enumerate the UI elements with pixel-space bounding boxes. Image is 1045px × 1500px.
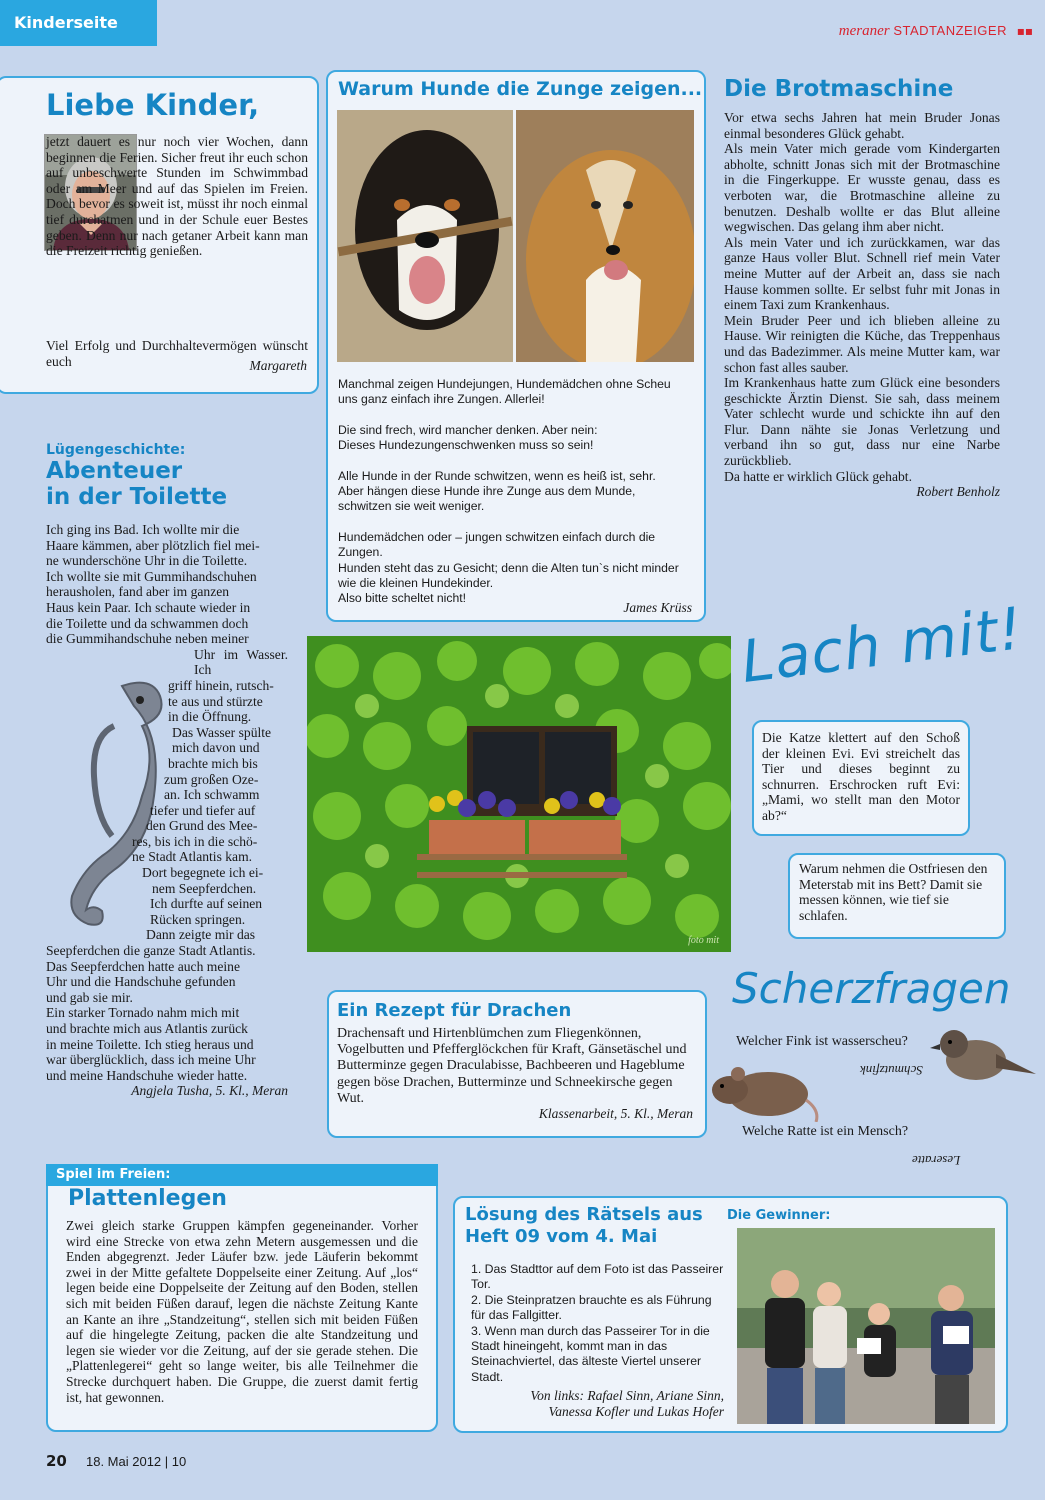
solution-caption-2: Vanessa Kofler und Lukas Hofer: [548, 1404, 724, 1419]
toilet-line: griff hinein, rutsch-: [168, 677, 274, 693]
dogs-poem: [338, 377, 698, 607]
brand-logo: [839, 22, 1033, 40]
solution-title-line2: Heft 09 vom 4. Mai: [465, 1226, 658, 1247]
toilet-line: die Gummihandschuhe neben meiner: [46, 631, 249, 647]
bread-paragraph: Da hatte er wirklich Glück gehabt.: [724, 468, 912, 484]
bernese-dog-image: [337, 110, 513, 362]
toilet-line: te aus und stürzte: [168, 693, 263, 709]
toilet-line: an. Ich schwamm: [164, 787, 260, 803]
dogs-title: Warum Hunde die Zunge zeigen...: [338, 78, 703, 100]
section-tab-label: Kinderseite: [14, 13, 118, 32]
bread-body: [724, 110, 1000, 484]
recipe-title: Ein Rezept für Drachen: [337, 1000, 572, 1021]
joke-box-2: [788, 853, 1006, 939]
recipe-text: Drachensaft und Hirtenblümchen zum Fliegenkönnen, Vogelbutten und Pfefferglöckchen für Kraft, Gänsetäschel und Butterminze gegen Draculabisse, Bachbeeren und Hageblume gegen böse Drachen, Butterminze und Schneekirsche gegen Wut.: [337, 1026, 687, 1106]
bread-author: Robert Benholz: [916, 484, 1000, 500]
ivy-window-image: [307, 636, 731, 952]
winners-image: [737, 1228, 995, 1424]
toilet-line: zum großen Oze-: [164, 771, 259, 787]
joke-text-1: Die Katze klettert auf den Schoß der kleinen Evi. Evi streichelt das Tier und dieses beginnt zu schnurren. Erschrocken ruft Evi: „Mami, wo stellt man den Motor ab?“: [762, 730, 960, 823]
solution-item: 2. Die Steinpratzen brauchte es als Führung für das Fallgitter.: [471, 1292, 712, 1323]
solution-list: [471, 1262, 729, 1385]
bread-paragraph: Als mein Vater und ich zurückkamen, war das ganze Haus voller Blut. Schnell rief mein Vater meine Mutter auf der Arbeit an, dass sie nach Hause kommen sollte. Er selbst fuhr mit Jonas in einem Taxi zum Krankenhaus.: [724, 234, 1000, 313]
toilet-line: nem Seepferdchen.: [152, 880, 257, 896]
greeting-title: Liebe Kinder,: [46, 88, 260, 122]
dogs-box: [326, 70, 706, 622]
toilet-line: Ich durfte auf seinen: [150, 896, 263, 912]
toilet-line: und gab sie mir.: [46, 989, 133, 1005]
recipe-author: Klassenarbeit, 5. Kl., Meran: [538, 1106, 693, 1121]
toilet-line: Seepferdchen die ganze Stadt Atlantis.: [46, 943, 256, 959]
winners-photo: [737, 1228, 995, 1424]
game-box: [46, 1164, 438, 1432]
greeting-text: jetzt dauert es nur noch vier Wochen, dann beginnen die Ferien. Sicher freut ihr euch schon auf unbeschwerte Stunden im Schwimmbad oder am Meer und auf das Spielen im Freien. Doch bevor es soweit ist, müsst ihr noch einmal tief durchatmen und in der Schule euer Bestes geben. Denn nur nach getaner Arbeit kann man die Freizeit richtig genießen.: [46, 134, 308, 259]
toilet-line: in meine Toilette. Ich stieg heraus und: [46, 1036, 254, 1052]
solution-box: [453, 1196, 1008, 1433]
poem-stanza: Alle Hunde in der Runde schwitzen, wenn es heiß ist, sehr. Aber hängen diese Hunde ihre Zunge aus dem Munde, schwitzen sie weit weniger.: [338, 468, 656, 514]
brand-script: meraner: [838, 23, 890, 39]
dogs-author: James Krüss: [623, 600, 692, 615]
winners-label: Die Gewinner:: [727, 1208, 831, 1223]
section-tab: [0, 0, 157, 46]
greeting-box: [0, 76, 319, 394]
bread-story: [724, 76, 1000, 500]
toilet-line: Das Wasser spülte: [172, 724, 272, 740]
riddle-answer-2: Leseratte: [912, 1153, 961, 1168]
toilet-line: und meine Handschuhe wieder hatte.: [46, 1067, 248, 1083]
brand-marks: ▪▪: [1016, 24, 1033, 38]
greeting-signature: Margareth: [249, 358, 307, 373]
bread-paragraph: Als mein Vater mich gerade vom Kindergarten abholte, schnitt Jonas sich mit der Brotmaschine in die Fingerkuppe. Er wusste genau, dass es verboten war, die Brotmaschine alleine zu benutzen. Deshalb wollte er das Blut alleine wegwischen. Das gelang ihm aber nicht.: [724, 141, 1000, 235]
riddle-question-2: Welche Ratte ist ein Mensch?: [742, 1124, 909, 1139]
toilet-line: war überglücklich, dass ich meine Uhr: [46, 1052, 256, 1068]
game-kicker: Spiel im Freien:: [56, 1167, 171, 1182]
dog-photo-left: [337, 110, 513, 362]
toilet-story: [46, 442, 288, 510]
toilet-line: tiefer und tiefer auf: [150, 802, 256, 818]
photo-credit: foto mit: [688, 935, 719, 946]
riddle-question-1: Welcher Fink ist wasserscheu?: [736, 1034, 908, 1049]
toilet-line: Ich wollte sie mit Gummihandschuhen: [46, 568, 257, 584]
riddles-title: Scherzfragen: [732, 964, 1011, 1013]
solution-caption-1: Von links: Rafael Sinn, Ariane Sinn,: [530, 1388, 724, 1403]
joke-box-1: [752, 720, 970, 836]
page-number: 20: [46, 1452, 67, 1470]
recipe-box: [327, 990, 707, 1138]
toilet-line: Rücken springen.: [150, 911, 246, 927]
toilet-line: brachte mich bis: [168, 755, 258, 771]
game-kicker-bar: [46, 1164, 438, 1186]
rat-icon: [708, 1060, 820, 1122]
poem-stanza: Manchmal zeigen Hundejungen, Hundemädchen ohne Scheu uns ganz einfach ihre Zungen. Allerlei!: [338, 377, 671, 407]
toilet-line: mich davon und: [172, 740, 260, 756]
toilet-line: res, bis ich in die schö-: [132, 833, 258, 849]
bread-title: Die Brotmaschine: [724, 76, 954, 102]
dog-photo-right: [516, 110, 694, 362]
toilet-line: herausholen, fand aber im ganzen: [46, 584, 230, 600]
toilet-kicker: Lügengeschichte:: [46, 442, 186, 458]
toilet-title-line1: Abenteuer: [46, 458, 183, 484]
issue-info: 18. Mai 2012 | 10: [86, 1454, 187, 1469]
toilet-line: Haare kämmen, aber plötzlich fiel mei-: [46, 537, 260, 553]
toilet-line: Dann zeigte mir das: [146, 927, 256, 943]
toilet-line: die Toilette und da schwammen doch: [46, 615, 249, 631]
toilet-line: ne Stadt Atlantis kam.: [132, 849, 253, 865]
greeting-closing: Viel Erfolg und Durchhaltevermögen wünscht euch: [46, 338, 308, 369]
solution-title-line1: Lösung des Rätsels aus: [465, 1204, 703, 1225]
toilet-line: in die Öffnung.: [168, 709, 252, 725]
game-text: Zwei gleich starke Gruppen kämpfen gegeneinander. Vorher wird eine Strecke von etwa zehn Metern ausgemessen und die Enden abgegrenzt. Jeder Läufer bzw. jede Läuferin bekommt zwei in der Mitte gefaltete Doppelseite einer Zeitung. Auf „los“ legen beide eine Doppelseite der Zeitung auf den Boden, stellen sich mit beiden Füßen darauf, legen die nächste Zeitung Kante an Kante an ihre „Standzeitung“, stellen sich mit beiden Füßen auf die hingelegte Zeitung, packen die alte Standzeitung und legen sie wieder vor die Zeitung, auf der sie gerade stehen. Die „Plattenlegerei“ geht so lange weiter, bis alle Teilnehmer die Strecke durchquert haben. Die Gruppe, die zuerst damit fertig ist, hat gewonnen.: [66, 1218, 418, 1405]
brand-caps: STADTANZEIGER: [893, 23, 1007, 38]
poem-stanza: Die sind frech, wird mancher denken. Aber nein: Dieses Hundezungenschwenken muss so sein!: [338, 422, 598, 453]
toilet-author: Angjela Tusha, 5. Kl., Meran: [131, 1083, 288, 1099]
sparrow-icon: [926, 1020, 1038, 1092]
toilet-title-line2: in der Toilette: [46, 484, 228, 510]
bread-paragraph: Im Krankenhaus hatte zum Glück eine besonders geschickte Ärztin Dienst. Sie sah, dass meinem Vater schlecht wurde und schickte ihn auf den Flur. Dann nähte sie Jonas Verletzung und verband ihn so gut, dass nur eine Narbe zurückblieb.: [724, 375, 1000, 469]
toilet-body: [46, 522, 288, 1099]
toilet-line: ne wunderschöne Uhr in die Toilette.: [46, 553, 248, 569]
rat-image: [708, 1060, 820, 1122]
sparrow-image: [926, 1020, 1038, 1092]
toilet-line: Ein starker Tornado nahm mich mit: [46, 1005, 240, 1021]
solution-item: 1. Das Stadttor auf dem Foto ist das Passeirer Tor.: [471, 1262, 724, 1292]
toilet-line: Uhr im Wasser. Ich: [194, 646, 288, 678]
toilet-line: Dort begegnete ich ei-: [142, 865, 264, 881]
riddle-answer-1: Schmutzfink: [860, 1063, 923, 1078]
toilet-line: Das Seepferdchen hatte auch meine: [46, 958, 240, 974]
toilet-line: Ich ging ins Bad. Ich wollte mir die: [46, 522, 240, 537]
toilet-line: und brachte mich aus Atlantis zurück: [46, 1021, 248, 1036]
toilet-line: Uhr und die Handschuhe gefunden: [46, 974, 236, 990]
laugh-title: Lach mit!: [737, 594, 1027, 696]
game-title: Plattenlegen: [68, 1186, 227, 1211]
ivy-window-photo: [307, 636, 731, 952]
toilet-line: den Grund des Mee-: [146, 818, 258, 834]
solution-item: 3. Wenn man durch das Passeirer Tor in die Stadt hineingeht, kommt man in das Steinachviertel, das älteste Viertel unserer Stadt.: [471, 1323, 710, 1384]
joke-text-2: Warum nehmen die Ostfriesen den Meterstab mit ins Bett? Damit sie messen können, wie tief sie schlafen.: [799, 861, 988, 923]
toilet-line: Haus kein Paar. Ich schaute wieder in: [46, 599, 251, 615]
poem-stanza: Hundemädchen oder – jungen schwitzen einfach durch die Zungen. Hunden steht das zu Gesicht; denn die Alten tun`s nicht minder wie die kleinen Hundekinder. Also bitte scheltet nicht!: [338, 529, 679, 606]
bread-paragraph: Mein Bruder Peer und ich blieben alleine zu Hause. Wir reinigten die Küche, das Treppenhaus und das Badezimmer. Als meine Mutter kam, war schon fast alles sauber.: [724, 312, 1000, 375]
collie-dog-image: [516, 110, 694, 362]
bread-paragraph: Vor etwa sechs Jahren hat mein Bruder Jonas einmal besonderes Glück gehabt.: [724, 110, 1000, 141]
